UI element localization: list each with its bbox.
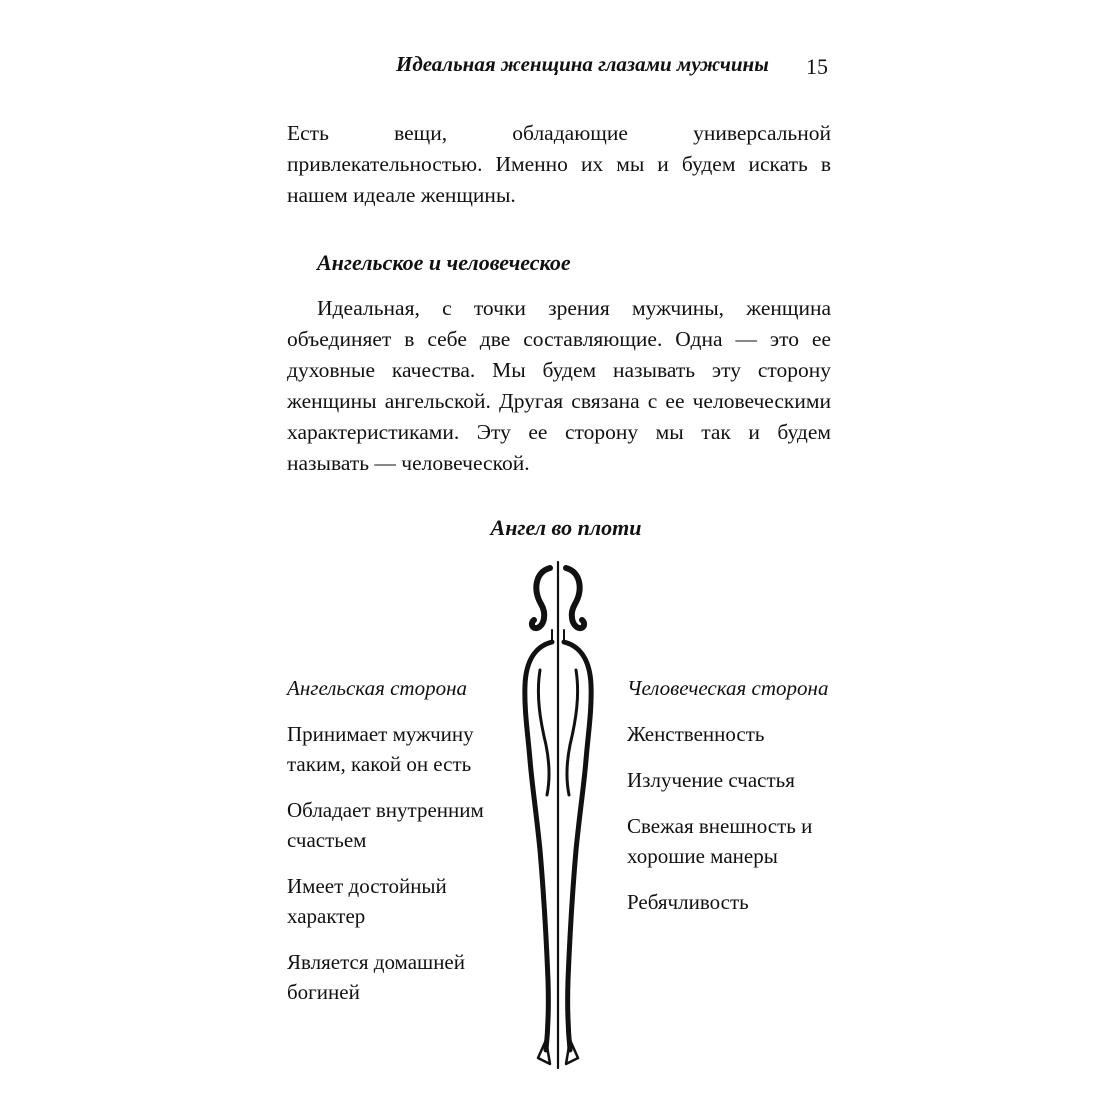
- running-title: Идеальная женщина глазами мужчины: [396, 52, 769, 76]
- human-trait-item: Свежая внешность и хорошие манеры: [627, 814, 813, 868]
- inner-curve-right: [567, 670, 578, 795]
- body-paragraph: Идеальная, с точки зрения мужчины, женщина объединяет в себе две составляющие. Одна — это ее духовные качества. Мы будем называть эту сторону женщины ангельской. Другая связана с ее человеческими характеристиками. Эту ее сторону мы так и будем называть — человеческой.: [287, 296, 831, 475]
- angelic-side-column: [287, 673, 517, 1023]
- section-heading: Ангельское и человеческое: [317, 250, 571, 275]
- figure-title: Ангел во плоти: [490, 515, 642, 540]
- angelic-side-heading: Ангельская сторона: [287, 676, 467, 700]
- inner-curve-left: [538, 670, 549, 795]
- human-trait-item: Женственность: [627, 722, 765, 746]
- angelic-trait-item: Является домашней богиней: [287, 950, 465, 1004]
- page-number: 15: [806, 54, 828, 79]
- intro-paragraph: Есть вещи, обладающие универсальной привлекательностью. Именно их мы и будем искать в нашем идеале женщины.: [287, 121, 831, 207]
- woman-silhouette-illustration: [500, 560, 620, 1070]
- hair-curl-left: [532, 568, 550, 628]
- human-side-heading: Человеческая сторона: [627, 676, 829, 700]
- angelic-trait-item: Имеет достойный характер: [287, 874, 447, 928]
- running-header: [396, 52, 836, 77]
- figure-title-wrap: [0, 515, 1117, 541]
- human-side-column: [627, 673, 837, 933]
- hair-curl-right: [566, 568, 584, 628]
- angelic-trait-item: Принимает мужчину таким, какой он есть: [287, 722, 474, 776]
- human-trait-item: Ребячливость: [627, 890, 749, 914]
- human-trait-item: Излучение счастья: [627, 768, 795, 792]
- angelic-trait-item: Обладает внутренним счастьем: [287, 798, 484, 852]
